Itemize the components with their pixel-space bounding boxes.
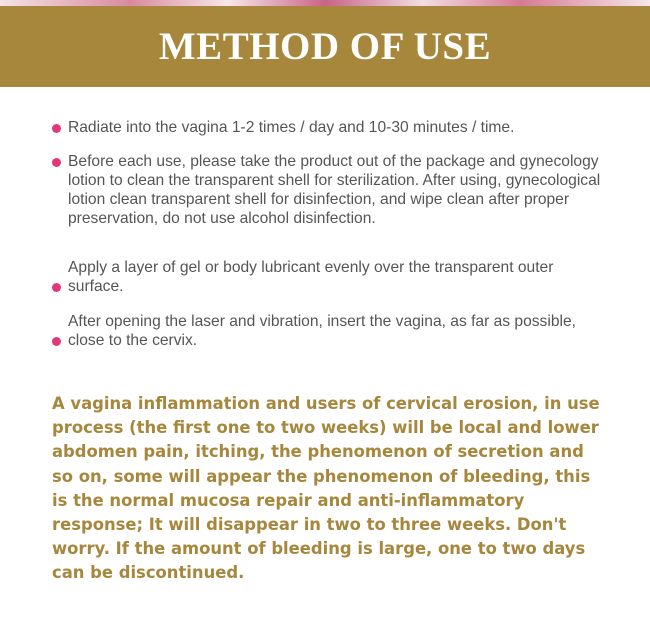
- bullet-icon: [52, 283, 61, 292]
- instruction-text: Apply a layer of gel or body lubricant evenly over the transparent outer surface.: [68, 259, 554, 295]
- bullet-icon: [52, 158, 61, 167]
- page-title: METHOD OF USE: [158, 25, 492, 68]
- title-banner: [0, 6, 650, 87]
- instruction-text: After opening the laser and vibration, insert the vagina, as far as possible, close to the cervix.: [68, 313, 576, 349]
- bullet-icon: [52, 337, 61, 346]
- warning-notice: A vagina inflammation and users of cervical erosion, in use process (the first one to two weeks) will be local and lower abdomen pain, itching, the phenomenon of secretion and so on, some will appear the phenomenon of bleeding, this is the normal mucosa repair and anti-inflammatory response; It will disappear in two to three weeks. Don't worry. If the amount of bleeding is large, one to two days can be discontinued.: [52, 394, 600, 583]
- instruction-text: Radiate into the vagina 1-2 times / day and 10-30 minutes / time.: [68, 119, 515, 136]
- bullet-icon: [52, 124, 61, 133]
- instruction-text: Before each use, please take the product out of the package and gynecology lotion to clean the transparent shell for sterilization. After using, gynecological lotion clean transparent shell for disinfection, and wipe clean after proper preservation, do not use alcohol disinfection.: [68, 153, 601, 227]
